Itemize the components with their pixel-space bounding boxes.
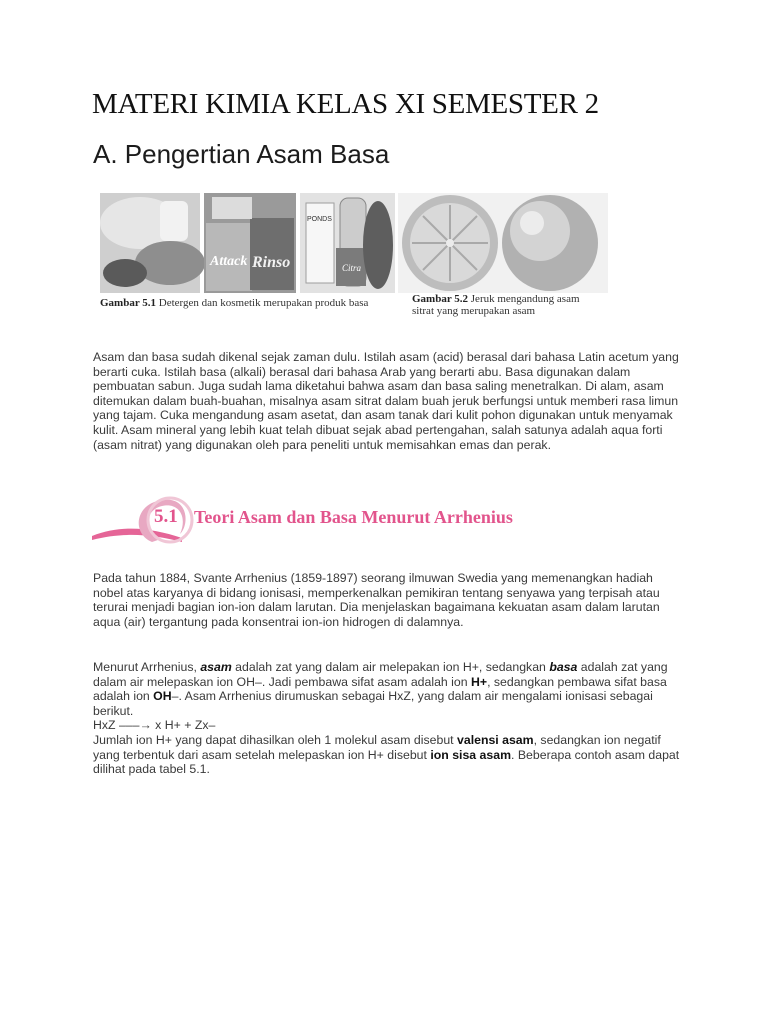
- rinso-label: Rinso: [252, 254, 291, 271]
- text-span: adalah zat yang dalam air melepakan ion H+, sedangkan: [231, 660, 550, 674]
- paragraph-arrhenius-definition: [93, 660, 683, 777]
- text-span: , sedangkan ion negatif yang terbentuk dari asam setelah melepaskan ion H+ disebut: [93, 732, 661, 762]
- cosmetic-bottles-photo: [300, 193, 395, 293]
- term-h-plus: H+: [471, 674, 488, 689]
- text-span: , sedangkan pembawa sifat basa adalah ion: [93, 674, 667, 704]
- figure-caption-5-2-text: Jeruk mengandung asam sitrat yang merupakan asam: [412, 293, 580, 317]
- document-title: MATERI KIMIA KELAS XI SEMESTER 2: [92, 88, 599, 120]
- paragraph-arrhenius-history: Pada tahun 1884, Svante Arrhenius (1859-1897) seorang ilmuwan Swedia yang memenangkan hadiah nobel atas karyanya di bidang ionisasi, memperkenalkan pemikiran tentang senyawa yang terpisah atau terurai menjadi bagian ion-ion dalam larutan. Dia menjelaskan bagaimana kekuatan asam dalam larutan aqua (air) tergantung pada konsentrai ion-ion hidrogen di dalamnya.: [93, 571, 660, 629]
- whole-orange-photo: [502, 195, 598, 291]
- text-span: –. Asam Arrhenius dirumuskan sebagai HxZ, yang dalam air mengalami ionisasi sebagai berikut.: [93, 689, 653, 718]
- section-heading: A. Pengertian Asam Basa: [93, 139, 390, 169]
- text-span: Menurut Arrhenius,: [93, 660, 201, 674]
- section-banner: [92, 494, 562, 550]
- banner-title: Teori Asam dan Basa Menurut Arrhenius: [194, 507, 513, 527]
- term-oh: OH: [153, 689, 172, 704]
- cosmetics-photo: [100, 193, 205, 293]
- term-valensi-asam: valensi asam: [457, 732, 534, 747]
- figure-caption-5-1: [100, 297, 390, 309]
- ponds-label: PONDS: [307, 216, 332, 223]
- figure-label-5-2: Gambar 5.2: [412, 293, 469, 305]
- text-span: adalah zat yang dalam air melepaskan ion OH–. Jadi pembawa sifat asam adalah ion: [93, 660, 668, 689]
- figure-label-5-1: Gambar 5.1: [100, 297, 157, 309]
- figure-caption-5-1-text: Detergen dan kosmetik merupakan produk basa: [158, 297, 369, 309]
- figure-photos: [100, 193, 608, 298]
- term-basa: basa: [549, 660, 578, 674]
- ionization-equation: HxZ –––→ x H+ + Zx–: [93, 718, 216, 733]
- figure-caption-5-2: [412, 293, 592, 317]
- term-ion-sisa-asam: ion sisa asam: [430, 747, 512, 762]
- text-span: . Beberapa contoh asam dapat dilihat pada tabel 5.1.: [93, 747, 680, 777]
- term-asam: asam: [200, 660, 232, 674]
- attack-label: Attack: [210, 254, 248, 269]
- banner-number: 5.1: [154, 506, 178, 527]
- text-span: Jumlah ion H+ yang dapat dihasilkan oleh 1 molekul asam disebut: [93, 732, 458, 747]
- paragraph-intro: Asam dan basa sudah dikenal sejak zaman dulu. Istilah asam (acid) berasal dari bahasa Latin acetum yang berarti cuka. Istilah basa (alkali) berasal dari bahasa Arab yang berarti abu. Basa digunakan dalam pembuatan sabun. Juga sudah lama diketahui bahwa asam dan basa saling menetralkan. Di alam, asam ditemukan dalam buah-buahan, misalnya asam sitrat dalam buah jeruk berfungsi untuk memberi rasa limun yang tajam. Cuka mengandung asam asetat, dan asam tanak dari kulit pohon digunakan untuk menyamak kulit. Asam mineral yang lebih kuat telah dibuat sejak abad pertengahan, salah satunya adalah aqua forti (asam nitrat) yang digunakan oleh para peneliti untuk memisahkan emas dan perak.: [93, 350, 679, 452]
- citra-label: Citra: [342, 263, 362, 273]
- figure-strip: [100, 193, 608, 323]
- detergent-photo: [204, 193, 296, 293]
